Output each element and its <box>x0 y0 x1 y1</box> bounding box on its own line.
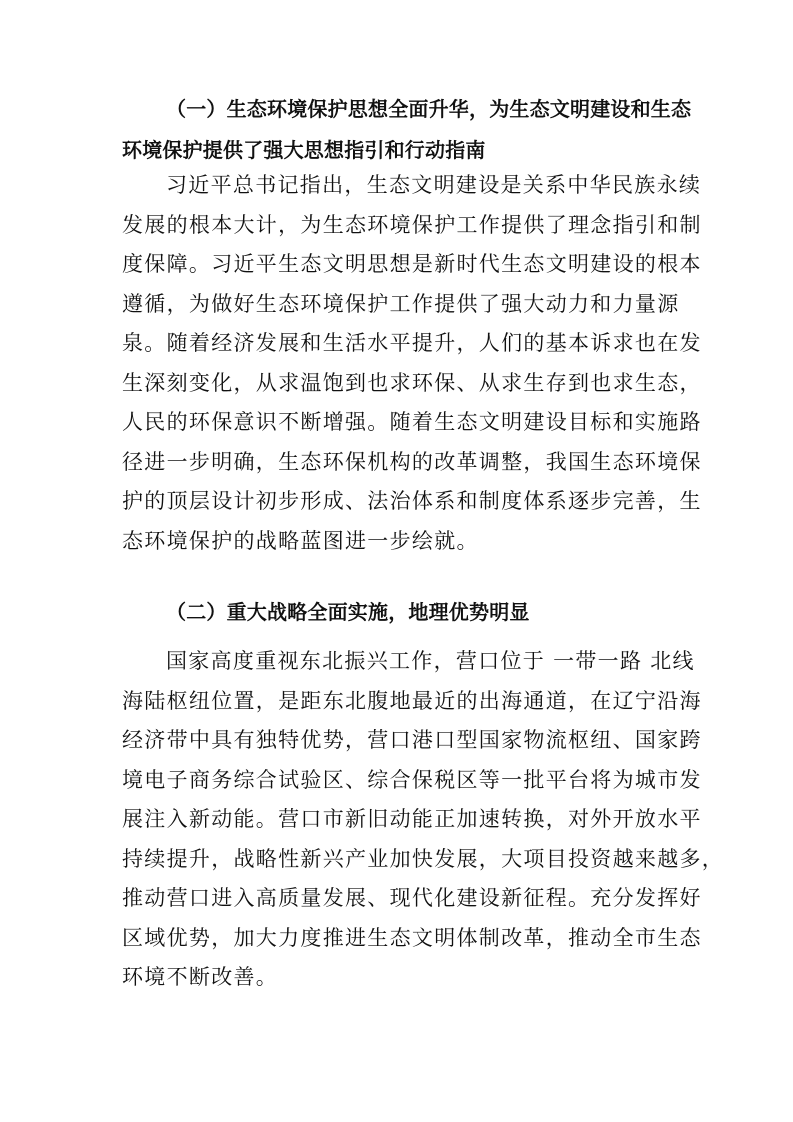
paragraph-line: 发展的根本大计，为生态环境保护工作提供了理念指引和制 <box>122 212 702 237</box>
paragraph-line: 国家高度重视东北振兴工作，营口位于 一带一路 北线 <box>166 649 695 673</box>
section-2-heading-line: （二）重大战略全面实施，地理优势明显 <box>166 600 530 624</box>
section-2-heading <box>122 592 674 633</box>
section-1-heading <box>122 89 692 171</box>
paragraph-line: 海陆枢纽位置，是距东北腹地最近的出海通道，在辽宁沿海 <box>122 688 702 713</box>
paragraph-line: 护的顶层设计初步形成、法治体系和制度体系逐步完善，生 <box>122 489 702 513</box>
paragraph-line: 经济带中具有独特优势，营口港口型国家物流枢纽、国家跨 <box>122 728 702 752</box>
paragraph-line: 习近平总书记指出，生态文明建设是关系中华民族永续 <box>166 173 702 197</box>
paragraph-line: 度保障。习近平生态文明思想是新时代生态文明建设的根本 <box>122 252 702 276</box>
paragraph-line: 境电子商务综合试验区、综合保税区等一批平台将为城市发 <box>122 767 702 792</box>
paragraph-line: 环境不断改善。 <box>122 965 279 989</box>
section-1-heading-line: （一）生态环境保护思想全面升华，为生态文明建设和生态 <box>166 97 692 121</box>
paragraph-line: 泉。随着经济发展和生活水平提升，人们的基本诉求也在发 <box>122 331 702 355</box>
paragraph-line: 展注入新动能。营口市新旧动能正加速转换，对外开放水平 <box>122 807 702 831</box>
section-1-paragraph <box>122 166 702 561</box>
paragraph-line: 生深刻变化，从求温饱到也求环保、从求生存到也求生态， <box>122 370 702 395</box>
paragraph-line: 人民的环保意识不断增强。随着生态文明建设目标和实施路 <box>122 410 702 434</box>
section-1-heading-line: 环境保护提供了强大思想指引和行动指南 <box>122 138 486 162</box>
paragraph-line: 遵循，为做好生态环境保护工作提供了强大动力和力量源 <box>122 291 680 316</box>
paragraph-line: 径进一步明确，生态环保机构的改革调整，我国生态环境保 <box>122 449 702 474</box>
paragraph-line: 推动营口进入高质量发展、现代化建设新征程。充分发挥好 <box>122 886 702 910</box>
paragraph-line: 态环境保护的战略蓝图进一步绘就。 <box>122 528 479 553</box>
section-2-paragraph <box>122 642 725 998</box>
paragraph-line: 区域优势，加大力度推进生态文明体制改革，推动全市生态 <box>122 925 702 950</box>
paragraph-line: 持续提升，战略性新兴产业加快发展，大项目投资越来越多， <box>122 846 725 871</box>
